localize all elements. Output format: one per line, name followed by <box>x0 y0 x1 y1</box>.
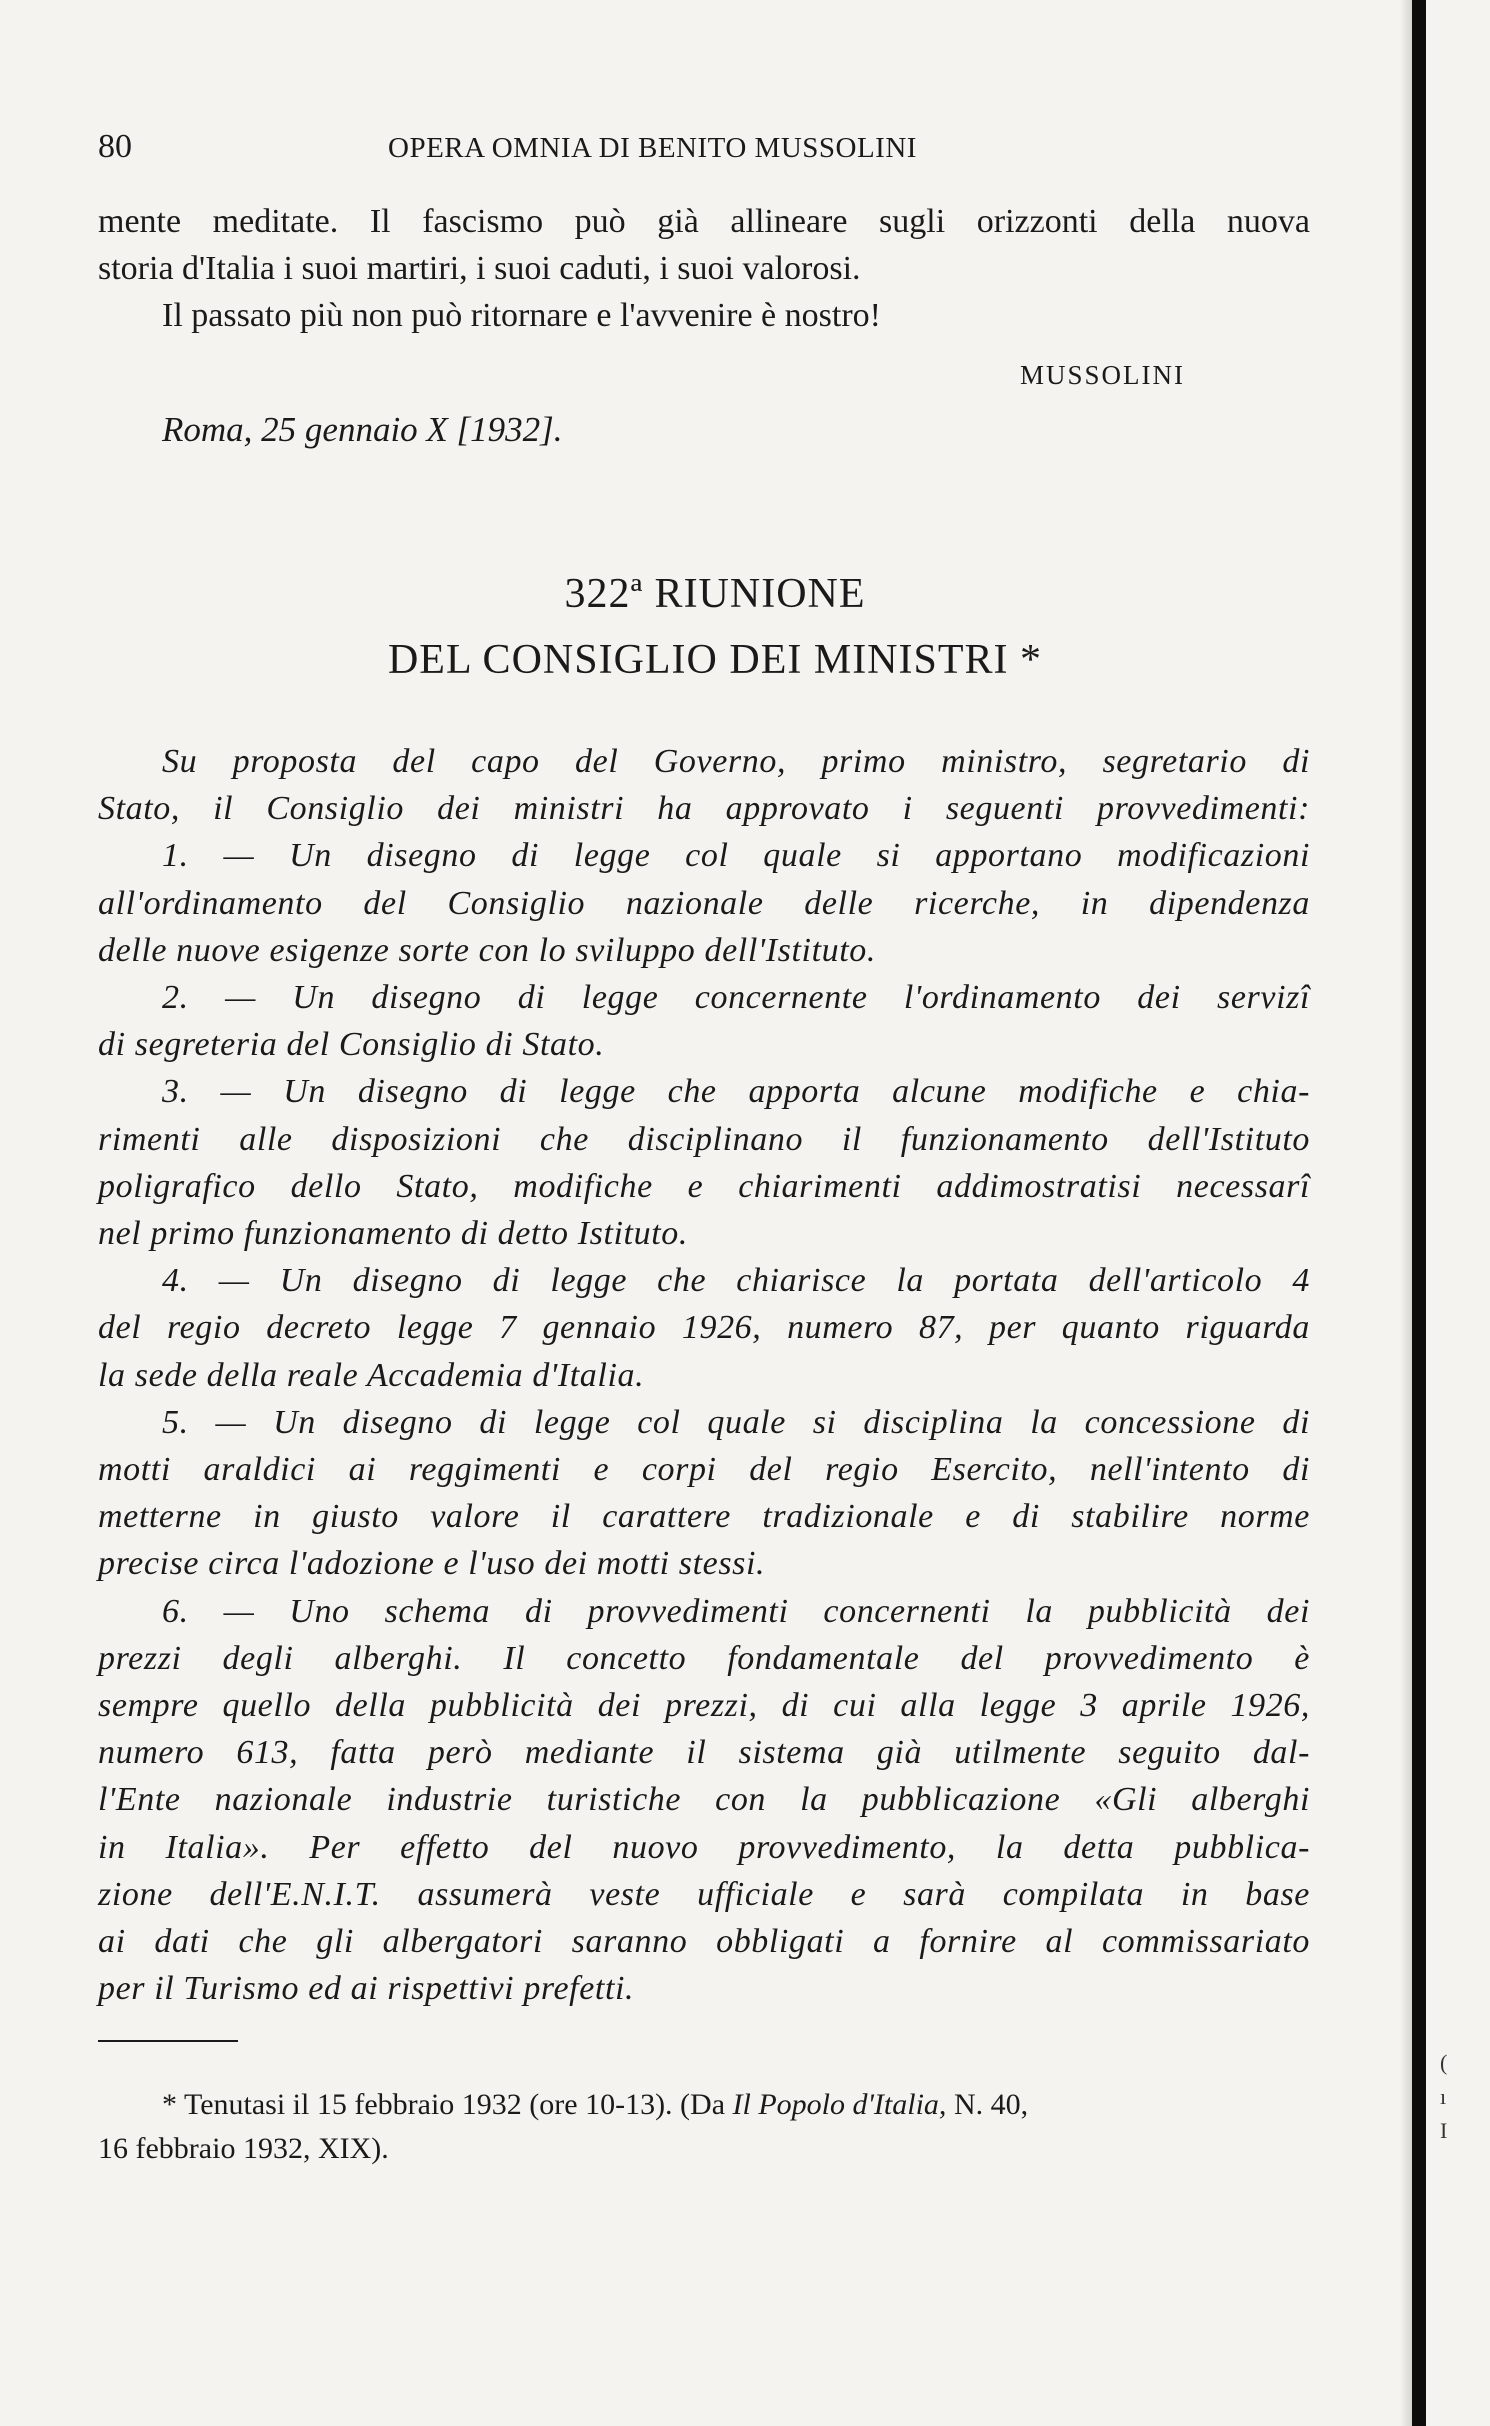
text-line: l'Ente nazionale industrie turistiche con la pubblicazione «Gli alberghi <box>98 1781 1310 1819</box>
running-head: OPERA OMNIA DI BENITO MUSSOLINI <box>388 132 917 164</box>
text-line: la sede della reale Accademia d'Italia. <box>98 1356 645 1394</box>
margin-mark: ( <box>1440 2050 1448 2075</box>
text-line: precise circa l'adozione e l'uso dei motti stessi. <box>98 1545 766 1583</box>
text-line: in Italia». Per effetto del nuovo provvedimento, la detta pubblica- <box>98 1828 1310 1866</box>
section-title-line2 <box>0 636 1490 684</box>
page-binding-edge <box>1412 0 1426 2426</box>
page-header <box>98 128 1298 178</box>
footnote-rule <box>98 2040 238 2042</box>
text-line: ai dati che gli albergatori saranno obbligati a fornire al commissariato <box>98 1923 1310 1961</box>
text-line: motti araldici ai reggimenti e corpi del regio Esercito, nell'intento di <box>98 1451 1310 1489</box>
text-line: metterne in giusto valore il carattere tradizionale e di stabilire norme <box>98 1498 1310 1536</box>
section-title-line1 <box>0 570 1490 618</box>
section-title-number: 322ª RIUNIONE <box>564 571 866 617</box>
margin-mark: ı <box>1440 2084 1447 2109</box>
text-line: all'ordinamento del Consiglio nazionale delle ricerche, in dipendenza <box>98 884 1310 922</box>
list-item-3: 3. — Un disegno di legge che apporta alcune modifiche e chia- <box>162 1073 1310 1111</box>
signature: MUSSOLINI <box>1020 360 1186 390</box>
text-line: mente meditate. Il fascismo può già allineare sugli orizzonti della nuova <box>98 203 1310 240</box>
text-line: Il passato più non può ritornare e l'avvenire è nostro! <box>162 297 881 334</box>
list-item-2: 2. — Un disegno di legge concernente l'ordinamento dei servizî <box>162 979 1310 1017</box>
text-line: di segreteria del Consiglio di Stato. <box>98 1026 605 1064</box>
text-line: per il Turismo ed ai rispettivi prefetti. <box>98 1970 635 2008</box>
dateline: Roma, 25 gennaio X [1932]. <box>162 410 563 449</box>
text-line: prezzi degli alberghi. Il concetto fondamentale del provvedimento è <box>98 1639 1310 1677</box>
footnote-text: * Tenutasi il 15 febbraio 1932 (ore 10-13). (Da <box>162 2088 733 2121</box>
decree-list <box>98 738 1310 2012</box>
text-line: nel primo funzionamento di detto Istituto. <box>98 1215 688 1253</box>
text-line: del regio decreto legge 7 gennaio 1926, numero 87, per quanto riguarda <box>98 1309 1310 1347</box>
text-line: sempre quello della pubblicità dei prezzi, di cui alla legge 3 aprile 1926, <box>98 1687 1310 1725</box>
footnote-text: N. 40, <box>946 2088 1029 2121</box>
opening-paragraph <box>98 198 1310 339</box>
text-line: Stato, il Consiglio dei ministri ha approvato i seguenti provvedimenti: <box>98 790 1310 828</box>
list-item-1: 1. — Un disegno di legge col quale si apportano modificazioni <box>162 837 1310 875</box>
section-title-text: DEL CONSIGLIO DEI MINISTRI * <box>387 637 1043 683</box>
footnote-line: 16 febbraio 1932, XIX). <box>98 2132 389 2165</box>
list-item-6: 6. — Uno schema di provvedimenti concernenti la pubblicità dei <box>162 1592 1310 1630</box>
list-item-4: 4. — Un disegno di legge che chiarisce la portata dell'articolo 4 <box>162 1262 1310 1300</box>
footnote-source-title: Il Popolo d'Italia, <box>732 2088 947 2121</box>
footnote <box>98 2083 1310 2171</box>
margin-mark: I <box>1440 2118 1448 2143</box>
list-item-5: 5. — Un disegno di legge col quale si disciplina la concessione di <box>162 1403 1310 1441</box>
text-line: poligrafico dello Stato, modifiche e chiarimenti addimostratisi necessarî <box>98 1167 1310 1205</box>
text-line: rimenti alle disposizioni che disciplinano il funzionamento dell'Istituto <box>98 1120 1310 1158</box>
text-line: numero 613, fatta però mediante il sistema già utilmente seguito dal- <box>98 1734 1310 1772</box>
text-line: storia d'Italia i suoi martiri, i suoi caduti, i suoi valorosi. <box>98 250 861 287</box>
text-line: zione dell'E.N.I.T. assumerà veste ufficiale e sarà compilata in base <box>98 1875 1310 1913</box>
text-line: Su proposta del capo del Governo, primo ministro, segretario di <box>162 743 1310 780</box>
page-number: 80 <box>98 128 132 165</box>
page-edge-shadow <box>1400 0 1412 2426</box>
text-line: delle nuove esigenze sorte con lo sviluppo dell'Istituto. <box>98 931 876 969</box>
footnote-line <box>98 2083 1310 2127</box>
